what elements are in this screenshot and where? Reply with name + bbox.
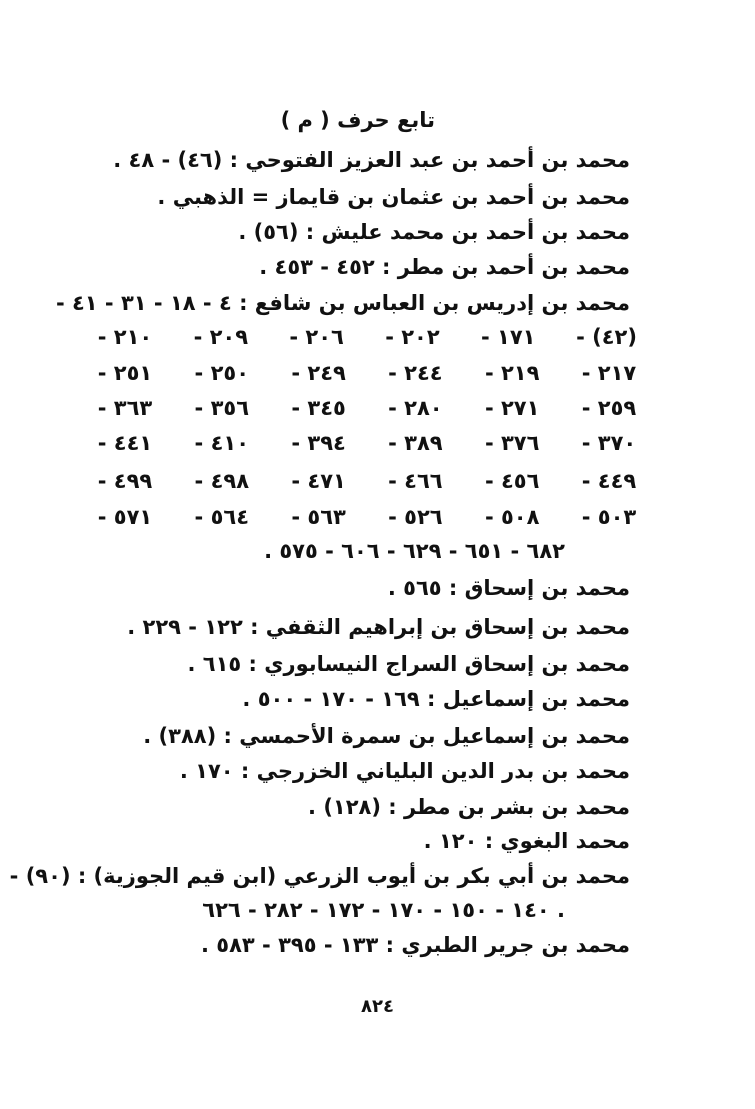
- page-ref: - ٢٥٠: [194, 361, 250, 385]
- page-ref: - ٢٧١: [484, 396, 540, 420]
- page-ref: - ٤٥٦: [484, 469, 540, 493]
- index-entry: محمد بن أحمد بن مطر : ٤٥٢ - ٤٥٣ .: [259, 255, 630, 279]
- page-ref: - ٢١٠: [97, 325, 153, 349]
- page-ref-row: [97, 466, 637, 496]
- index-entry: محمد بن إسحاق بن إبراهيم الثقفي : ١٢٢ - ٢٢٩ .: [127, 615, 630, 639]
- index-entry: محمد بن إسحاق السراج النيسابوري : ٦١٥ .: [187, 652, 630, 676]
- page-ref: - ٤٧١: [291, 469, 346, 493]
- page-ref: - ٣٧٠: [581, 431, 637, 455]
- page-ref: - ٢٤٩: [291, 361, 346, 385]
- page-ref: - ١٧١: [481, 325, 536, 349]
- index-entry-continuation: ١٤٠ - ١٥٠ - ١٧٠ - ١٧٢ - ٢٨٢ - ٦٢٦ .: [202, 898, 565, 922]
- page-ref: - ٥٠٣: [581, 505, 637, 529]
- index-entry: محمد بن بشر بن مطر : (١٢٨) .: [308, 795, 630, 819]
- page-ref: - ٤٦٦: [388, 469, 443, 493]
- page-ref-row: [97, 358, 637, 388]
- page-ref: - ٢٠٢: [385, 325, 440, 349]
- index-entry: محمد بن أحمد بن عبد العزيز الفتوحي : (٤٦) - ٤٨ .: [113, 148, 630, 172]
- index-entry: محمد بن إسماعيل : ١٦٩ - ١٧٠ - ٥٠٠ .: [242, 687, 630, 711]
- page-ref: - ٥٠٨: [484, 505, 540, 529]
- page-ref: - ٤٩٩: [97, 469, 153, 493]
- page-ref: - ٢١٧: [581, 361, 637, 385]
- page-ref: - ٢٥١: [97, 361, 153, 385]
- page-ref: - ٤٤١: [97, 431, 153, 455]
- page-ref: - ٥٦٣: [291, 505, 346, 529]
- index-entry: محمد بن أحمد بن عثمان بن قايماز = الذهبي .: [157, 185, 630, 209]
- index-entry: محمد بن جرير الطبري : ١٣٣ - ٣٩٥ - ٥٨٣ .: [201, 933, 630, 957]
- page-ref: - ٣٧٦: [484, 431, 540, 455]
- page-ref: - ٤٤٩: [581, 469, 637, 493]
- page-ref: - ٣٥٦: [194, 396, 250, 420]
- page-ref: - ٥٢٦: [388, 505, 443, 529]
- page-ref-row: [97, 322, 637, 352]
- index-entry: محمد بن أحمد بن محمد عليش : (٥٦) .: [238, 220, 630, 244]
- page-ref: - ٢١٩: [484, 361, 540, 385]
- page-ref: - (٤٢): [576, 325, 637, 349]
- page-ref: - ٣٨٩: [388, 431, 443, 455]
- page-ref: - ٤٩٨: [194, 469, 250, 493]
- page-ref: - ٥٧١: [97, 505, 153, 529]
- page-ref: - ٢٠٩: [193, 325, 249, 349]
- index-entry: محمد بن إسماعيل بن سمرة الأحمسي : (٣٨٨) .: [143, 724, 630, 748]
- page-ref-row: [97, 428, 637, 458]
- page-ref: - ٢٠٦: [289, 325, 344, 349]
- page-ref-row: [97, 393, 637, 423]
- page-ref: - ٢٤٤: [388, 361, 443, 385]
- index-entry: محمد بن أبي بكر بن أيوب الزرعي (ابن قيم الجوزية) : (٩٠) -: [9, 864, 630, 888]
- page-ref: - ٣٤٥: [291, 396, 346, 420]
- page-ref: - ٤١٠: [194, 431, 250, 455]
- page-ref: - ٣٩٤: [291, 431, 346, 455]
- index-entry: محمد البغوي : ١٢٠ .: [423, 829, 630, 853]
- page-ref: - ٢٥٩: [581, 396, 637, 420]
- page-ref: - ٥٦٤: [194, 505, 250, 529]
- index-entry: محمد بن بدر الدين البلياني الخزرجي : ١٧٠ .: [179, 759, 630, 783]
- page-ref: - ٣٦٣: [97, 396, 153, 420]
- page-ref-row-last: . ٦٨٢ - ٦٥١ - ٦٢٩ - ٦٠٦ - ٥٧٥: [264, 539, 565, 563]
- page-ref: - ٢٨٠: [388, 396, 443, 420]
- index-entry: محمد بن إدريس بن العباس بن شافع : ٤ - ١٨ - ٣١ - ٤١ -: [55, 291, 630, 315]
- page-ref-row: [97, 502, 637, 532]
- page-number: ٨٢٤: [361, 996, 394, 1017]
- index-entry: محمد بن إسحاق : ٥٦٥ .: [387, 576, 630, 600]
- section-heading: تابع حرف ( م ): [280, 108, 435, 132]
